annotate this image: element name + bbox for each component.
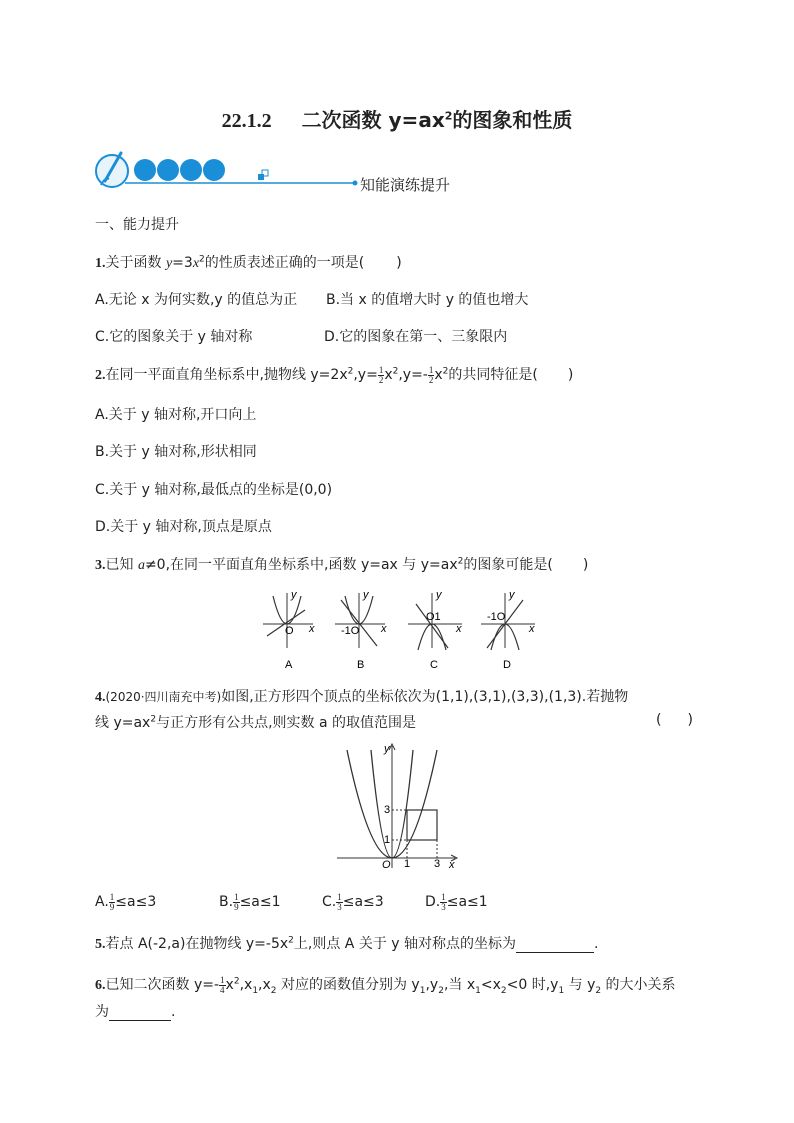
q4-figure bbox=[335, 740, 465, 870]
svg-text:D: D bbox=[503, 659, 511, 671]
section-title: 一、能力提升 bbox=[95, 217, 179, 233]
q1-option-c: C.它的图象关于 y 轴对称 bbox=[95, 329, 253, 345]
svg-text:O: O bbox=[285, 625, 294, 637]
q4-option-b: B. $\frac{1}{9}$ ≤a≤1 bbox=[219, 892, 281, 912]
svg-text:y: y bbox=[384, 743, 390, 755]
svg-text:x: x bbox=[381, 623, 387, 635]
banner-dot-1 bbox=[134, 159, 156, 181]
svg-text:3: 3 bbox=[434, 858, 441, 870]
svg-text:x: x bbox=[529, 623, 535, 635]
svg-text:B: B bbox=[357, 659, 365, 671]
svg-text:1: 1 bbox=[404, 858, 411, 870]
q2-option-a: A.关于 y 轴对称,开口向上 bbox=[95, 407, 257, 423]
q2-option-b: B.关于 y 轴对称,形状相同 bbox=[95, 444, 257, 460]
q6-blank bbox=[109, 1006, 171, 1021]
q1-stem: 1.关于函数 $y=3x^2$的性质表述正确的一项是( ) bbox=[95, 254, 402, 271]
q1-option-b: B.当 x 的值增大时 y 的值也增大 bbox=[326, 292, 529, 308]
svg-text:x: x bbox=[309, 623, 315, 635]
svg-text:y: y bbox=[291, 589, 297, 601]
q3-figures bbox=[255, 588, 540, 673]
svg-text:y: y bbox=[363, 589, 369, 601]
q6-stem-line1: 6.已知二次函数 y=- $\frac{1}{4}$ $x^2,x_1,x_2$ 对应的函数值分别为 $y_1,y_2$,当 $x_1<x_2<0$ 时$,y_1$ 与 $y_2$ 的大小关系 bbox=[95, 975, 676, 996]
q4-stem-line1: 4.(2020·四川南充中考)如图,正方形四个顶点的坐标依次为(1,1),(3,1),(3,3),(1,3).若抛物 bbox=[95, 689, 629, 705]
title-text: 二次函数 y=ax bbox=[301, 108, 445, 132]
svg-text:x: x bbox=[449, 859, 455, 870]
svg-text:O: O bbox=[382, 859, 391, 870]
banner-dot-2 bbox=[157, 159, 179, 181]
svg-text:x: x bbox=[456, 623, 462, 635]
title-number: 22.1.2 bbox=[221, 110, 272, 132]
svg-text:C: C bbox=[430, 659, 438, 671]
q4-option-a: A. $\frac{1}{9}$ ≤a≤3 bbox=[95, 892, 157, 912]
svg-text:-1O: -1O bbox=[341, 625, 360, 637]
q3-graph-c bbox=[408, 589, 462, 671]
banner-dot-3 bbox=[180, 159, 202, 181]
q5-blank bbox=[516, 938, 594, 953]
svg-text:3: 3 bbox=[384, 804, 391, 816]
q3-graph-a bbox=[263, 589, 315, 671]
banner-title: 知能演练提升 bbox=[360, 176, 451, 194]
q5-stem: 5.若点 A(-2,a)在抛物线 $y=-5x^2$上,则点 A 关于 y 轴对称点的坐标为 . bbox=[95, 935, 599, 952]
svg-text:y: y bbox=[509, 589, 515, 601]
q3-stem: 3.已知 a≠0,在同一平面直角坐标系中,函数 y=ax 与 $y=ax^2$的图象可能是( ) bbox=[95, 556, 589, 573]
svg-text:1: 1 bbox=[384, 834, 391, 846]
title-tail: 的图象和性质 bbox=[452, 108, 573, 132]
svg-text:y: y bbox=[436, 589, 442, 601]
q1-option-d: D.它的图象在第一、三象限内 bbox=[324, 329, 508, 345]
q4-option-d: D. $\frac{1}{3}$ ≤a≤1 bbox=[425, 892, 488, 912]
svg-text:A: A bbox=[285, 659, 293, 671]
q3-graph-b bbox=[335, 589, 387, 671]
q2-stem: 2.在同一平面直角坐标系中,抛物线 $y=2x^2,y=$ $\frac{1}{2}$ $x^2,y=-$ $\frac{1}{2}$ $x^2$的共同特征是( ) bbox=[95, 365, 574, 385]
q4-answer-paren: ( ) bbox=[656, 712, 693, 728]
q2-option-c: C.关于 y 轴对称,最低点的坐标是(0,0) bbox=[95, 482, 333, 498]
q3-graph-d bbox=[481, 589, 535, 671]
q2-option-d: D.关于 y 轴对称,顶点是原点 bbox=[95, 519, 272, 535]
q4-stem-line2: 线 $y=ax^2$与正方形有公共点,则实数 a 的取值范围是 bbox=[95, 714, 417, 731]
title-sup: 2 bbox=[444, 109, 453, 123]
q6-stem-line2: 为 . bbox=[95, 1004, 176, 1020]
square bbox=[407, 810, 437, 840]
q1-option-a: A.无论 x 为何实数,y 的值总为正 bbox=[95, 292, 298, 308]
banner-dot-4 bbox=[203, 159, 225, 181]
page-title bbox=[0, 104, 794, 133]
svg-text:O1: O1 bbox=[426, 611, 441, 623]
svg-text:-1O: -1O bbox=[487, 611, 506, 623]
q4-option-c: C. $\frac{1}{3}$ ≤a≤3 bbox=[322, 892, 384, 912]
